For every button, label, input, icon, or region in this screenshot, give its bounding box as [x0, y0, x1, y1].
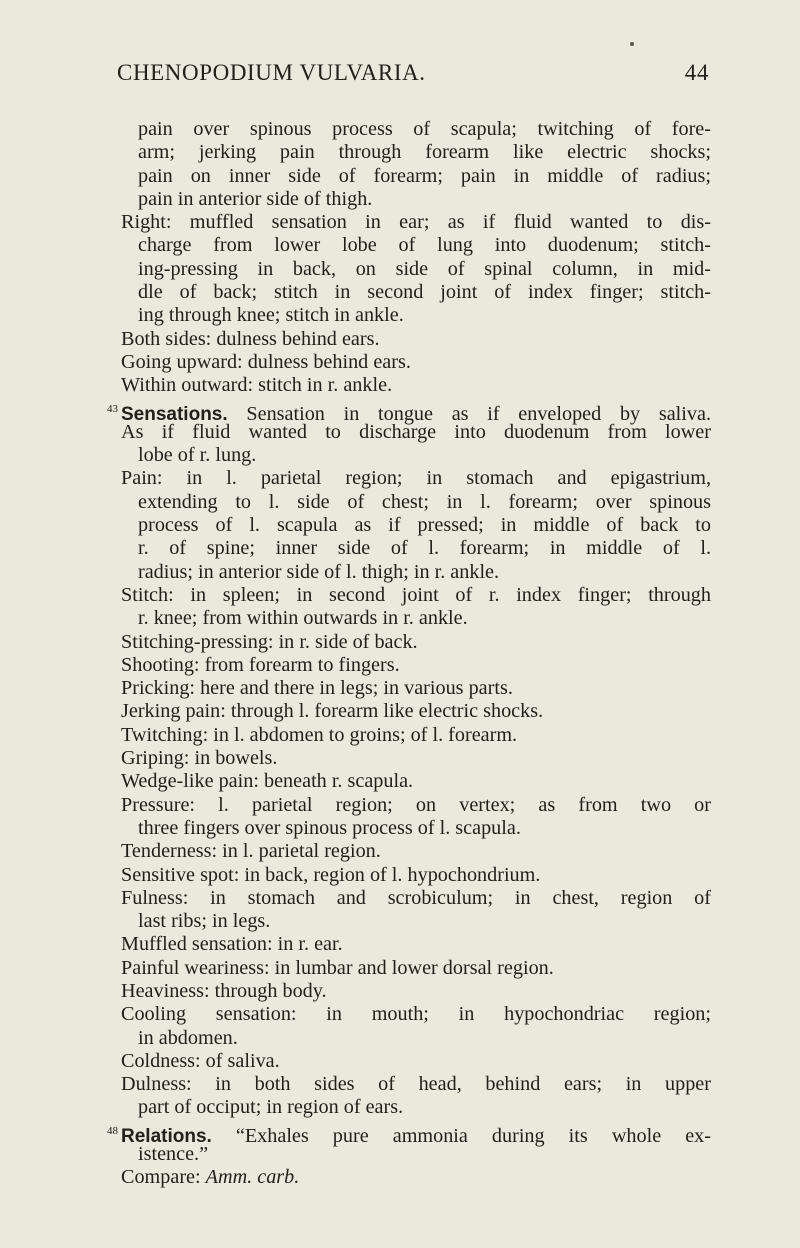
line-text: ing-pressing in back, on side of spinal column, in mid-	[138, 257, 711, 280]
text-line	[121, 1166, 711, 1189]
text-line	[121, 304, 711, 327]
text-line	[121, 770, 711, 793]
text-line	[121, 607, 711, 630]
line-text: radius; in anterior side of l. thigh; in r. ankle.	[138, 560, 500, 583]
line-text: Compare:	[121, 1166, 206, 1189]
text-line	[121, 910, 711, 933]
text-line	[121, 351, 711, 374]
text-line	[121, 467, 711, 490]
line-text: Stitch: in spleen; in second joint of r. index finger; through	[121, 583, 711, 606]
line-text: “Exhales pure ammonia during its whole ex-	[211, 1124, 711, 1147]
line-text: Fulness: in stomach and scrobiculum; in chest, region of	[121, 886, 711, 909]
line-text: r. of spine; inner side of l. forearm; in middle of l.	[138, 537, 711, 560]
line-text: Twitching: in l. abdomen to groins; of l. forearm.	[121, 723, 518, 746]
line-text: charge from lower lobe of lung into duodenum; stitch-	[138, 234, 711, 257]
line-text: Going upward: dulness behind ears.	[121, 350, 411, 373]
text-line	[121, 281, 711, 304]
line-text: Dulness: in both sides of head, behind ears; in upper	[121, 1073, 711, 1096]
line-text: ing through knee; stitch in ankle.	[138, 304, 404, 327]
text-line	[121, 514, 711, 537]
text-line	[121, 328, 711, 351]
line-text: Stitching-pressing: in r. side of back.	[121, 630, 418, 653]
line-text: Pricking: here and there in legs; in various parts.	[121, 677, 513, 700]
text-line	[121, 188, 711, 211]
text-line	[121, 700, 711, 723]
section-number: 43	[107, 402, 118, 415]
body-text	[107, 118, 711, 1190]
line-text: dle of back; stitch in second joint of index finger; stitch-	[138, 281, 711, 304]
italic-reference: Amm. carb.	[205, 1166, 300, 1189]
text-line	[121, 654, 711, 677]
text-line	[121, 724, 711, 747]
line-text: part of occiput; in region of ears.	[138, 1096, 404, 1119]
line-text: extending to l. side of chest; in l. forearm; over spinous	[138, 490, 711, 513]
ink-speck	[630, 42, 634, 46]
text-line	[121, 491, 711, 514]
line-text: Jerking pain: through l. forearm like electric shocks.	[121, 700, 544, 723]
line-text: Shooting: from forearm to fingers.	[121, 653, 400, 676]
text-line	[121, 933, 711, 956]
line-text: process of l. scapula as if pressed; in middle of back to	[138, 514, 711, 537]
text-line	[121, 794, 711, 817]
text-line	[121, 957, 711, 980]
line-text: Within outward: stitch in r. ankle.	[121, 374, 393, 397]
text-line	[121, 1050, 711, 1073]
text-line	[121, 234, 711, 257]
line-text: Pain: in l. parietal region; in stomach and epigastrium,	[121, 467, 711, 490]
section-heading: Relations.	[121, 1125, 212, 1147]
line-text: Painful weariness: in lumbar and lower dorsal region.	[121, 956, 554, 979]
section-number: 48	[107, 1124, 118, 1137]
line-text: Cooling sensation: in mouth; in hypochondriac region;	[121, 1003, 711, 1026]
line-text: Sensation in tongue as if enveloped by saliva.	[227, 402, 711, 425]
line-text: Right: muffled sensation in ear; as if fluid wanted to dis-	[121, 211, 711, 234]
line-text: Wedge-like pain: beneath r. scapula.	[121, 770, 414, 793]
line-text: lobe of r. lung.	[138, 444, 257, 467]
text-line	[121, 1027, 711, 1050]
line-text: three fingers over spinous process of l. scapula.	[138, 816, 521, 839]
text-line	[121, 887, 711, 910]
text-line	[107, 1120, 711, 1147]
line-text: istence.”	[138, 1143, 209, 1166]
text-line	[121, 980, 711, 1003]
section-heading: Sensations.	[121, 403, 228, 425]
text-line	[121, 165, 711, 188]
line-text: r. knee; from within outwards in r. ankle.	[138, 607, 468, 630]
line-text: Tenderness: in l. parietal region.	[121, 840, 381, 863]
line-text: arm; jerking pain through forearm like electric shocks;	[138, 141, 711, 164]
line-text: Sensitive spot: in back, region of l. hypochondrium.	[121, 863, 541, 886]
text-line	[121, 374, 711, 397]
text-line	[121, 817, 711, 840]
running-title: CHENOPODIUM VULVARIA.	[117, 60, 426, 85]
text-line	[121, 211, 711, 234]
line-text: Heaviness: through body.	[121, 979, 327, 1002]
text-line	[121, 677, 711, 700]
text-line	[121, 1096, 711, 1119]
text-line	[121, 584, 711, 607]
line-text: pain in anterior side of thigh.	[138, 187, 373, 210]
line-text: As if fluid wanted to discharge into duodenum from lower	[121, 420, 711, 443]
line-text: in abdomen.	[138, 1026, 238, 1049]
text-line	[121, 561, 711, 584]
line-text: Griping: in bowels.	[121, 747, 278, 770]
text-line	[121, 840, 711, 863]
text-line	[121, 444, 711, 467]
text-line	[121, 421, 711, 444]
line-text: last ribs; in legs.	[138, 910, 271, 933]
line-text: pain over spinous process of scapula; twitching of fore-	[138, 118, 711, 140]
text-line	[121, 141, 711, 164]
line-text: pain on inner side of forearm; pain in middle of radius;	[138, 164, 711, 187]
text-line	[121, 1003, 711, 1026]
text-line	[121, 747, 711, 770]
line-text: Pressure: l. parietal region; on vertex; as from two or	[121, 793, 711, 816]
text-line	[121, 118, 711, 141]
line-text: Both sides: dulness behind ears.	[121, 327, 380, 350]
page-number: 44	[684, 60, 709, 85]
text-line	[121, 258, 711, 281]
line-text: Coldness: of saliva.	[121, 1049, 280, 1072]
text-line	[121, 631, 711, 654]
text-line	[121, 1073, 711, 1096]
text-line	[107, 398, 711, 425]
line-text: Muffled sensation: in r. ear.	[121, 933, 343, 956]
text-line	[121, 537, 711, 560]
text-line	[121, 864, 711, 887]
